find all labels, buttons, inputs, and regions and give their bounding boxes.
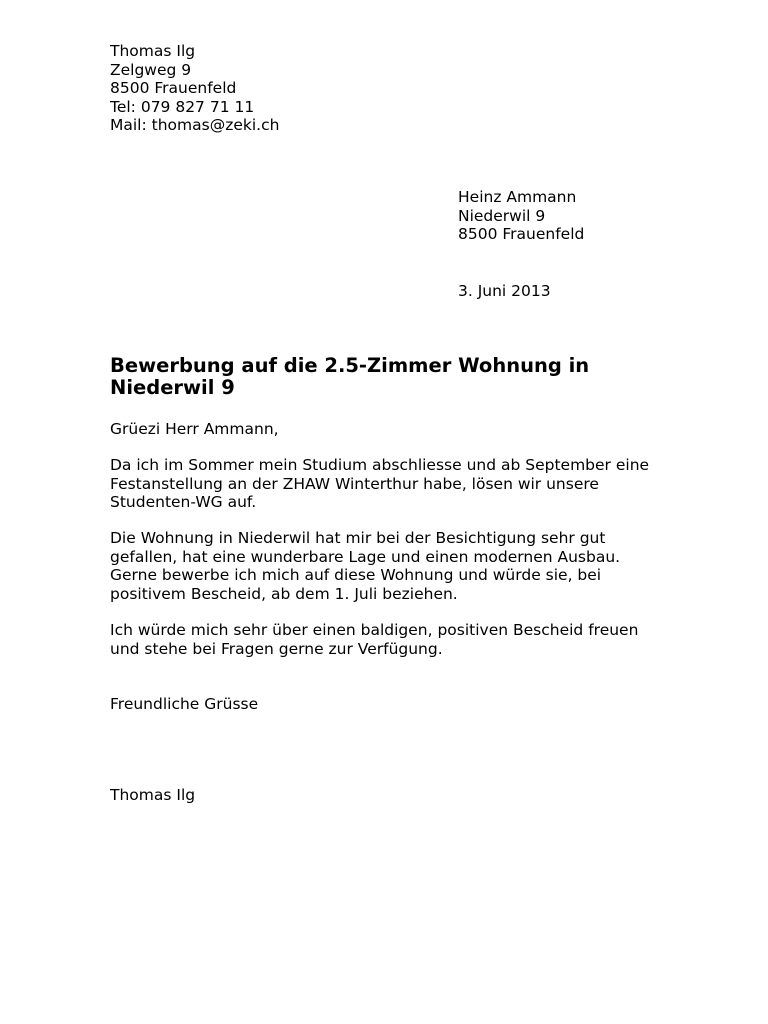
letter-greeting (110, 420, 279, 439)
paragraph-line: Die Wohnung in Niederwil hat mir bei der Besichtigung sehr gut (110, 529, 606, 547)
paragraph-line: Studenten-WG auf. (110, 493, 257, 511)
body-paragraph-2 (110, 529, 620, 603)
recipient-street: Niederwil 9 (458, 206, 546, 225)
letter-signature (110, 786, 195, 805)
body-paragraph-3 (110, 621, 638, 658)
paragraph-line: Festanstellung an der ZHAW Winterthur habe, lösen wir unsere (110, 474, 599, 493)
body-paragraph-1 (110, 456, 649, 512)
signature-name: Thomas Ilg (110, 786, 196, 804)
recipient-city: 8500 Frauenfeld (458, 225, 585, 243)
paragraph-line: und stehe bei Fragen gerne zur Verfügung. (110, 639, 443, 658)
greeting-text: Grüezi Herr Ammann, (110, 420, 279, 438)
recipient-name: Heinz Ammann (458, 188, 577, 206)
paragraph-line: Da ich im Sommer mein Studium abschliesse und ab September eine (110, 456, 650, 474)
sender-email: Mail: thomas@zeki.ch (110, 116, 280, 134)
sender-phone: Tel: 079 827 71 11 (110, 97, 255, 116)
paragraph-line: Ich würde mich sehr über einen baldigen, positiven Bescheid freuen (110, 621, 639, 639)
paragraph-line: Gerne bewerbe ich mich auf diese Wohnung und würde sie, bei (110, 566, 602, 584)
sender-address (110, 42, 279, 135)
subject-line-2: Niederwil 9 (110, 376, 235, 399)
sender-street: Zelgweg 9 (110, 60, 192, 79)
sender-city: 8500 Frauenfeld (110, 79, 237, 97)
letter-date (458, 282, 551, 301)
letter-closing (110, 695, 258, 714)
closing-text: Freundliche Grüsse (110, 695, 259, 713)
paragraph-line: positivem Bescheid, ab dem 1. Juli beziehen. (110, 584, 458, 603)
recipient-address (458, 188, 584, 244)
subject-line-1: Bewerbung auf die 2.5-Zimmer Wohnung in (110, 354, 590, 377)
letter-subject (110, 355, 589, 399)
sender-name: Thomas Ilg (110, 42, 196, 60)
paragraph-line: gefallen, hat eine wunderbare Lage und einen modernen Ausbau. (110, 547, 621, 566)
date-text: 3. Juni 2013 (458, 282, 551, 300)
